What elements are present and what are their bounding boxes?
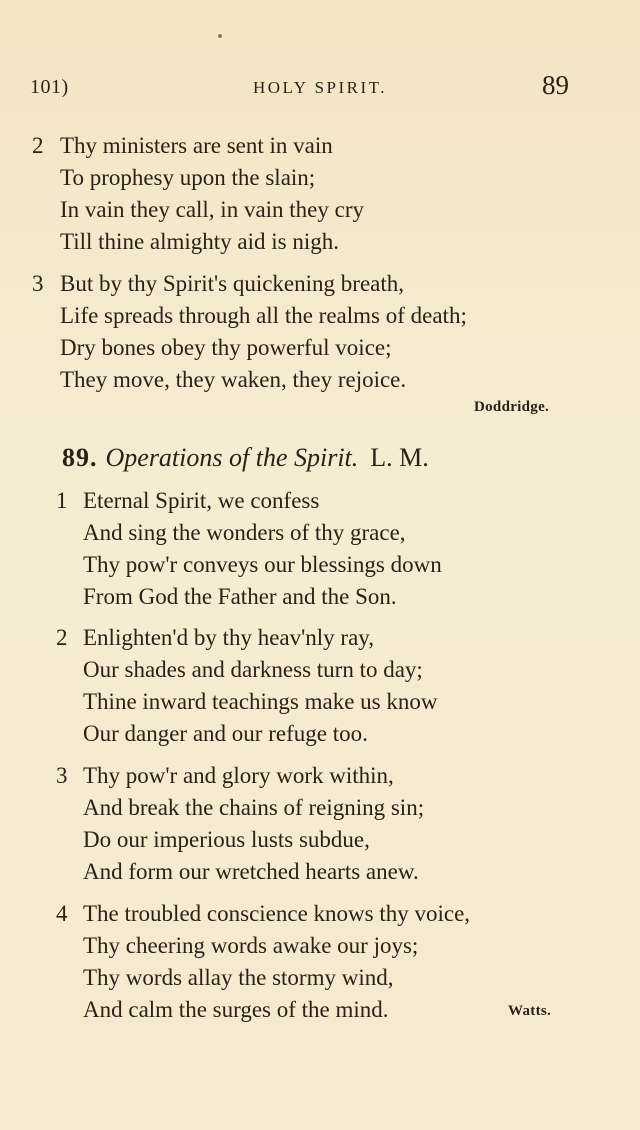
verse-line: Do our imperious lusts subdue, [83,827,370,852]
verse-line: Eternal Spirit, we confess [83,488,320,513]
verse-line: And break the chains of reigning sin; [83,795,425,820]
verse-line: From God the Father and the Son. [83,584,397,609]
verse-line: Life spreads through all the realms of death; [60,303,467,328]
verse-line: The troubled conscience knows thy voice, [83,901,471,926]
header-hymn-range: 101) [30,76,69,98]
stanza-number: 2 [56,625,68,650]
hymn-heading [62,443,429,473]
verse-line: Enlighten'd by thy heav'nly ray, [83,625,375,650]
verse-line: Thy cheering words awake our joys; [83,933,419,958]
author-attribution: Watts. [508,1003,552,1019]
verse-line: And calm the surges of the mind. [83,997,389,1022]
verse-line: And sing the wonders of thy grace, [83,520,406,545]
stanza-number: 2 [32,133,44,158]
hymn-number: 89. [62,443,98,472]
verse-line: Thy pow'r and glory work within, [83,763,394,788]
verse-line: Dry bones obey thy powerful voice; [60,335,392,360]
author-attribution: Doddridge. [474,399,550,415]
verse-line: They move, they waken, they rejoice. [60,367,407,392]
hymn-meter: L. M. [370,443,429,472]
verse-line: Thy pow'r conveys our blessings down [83,552,442,577]
verse-line: Thy ministers are sent in vain [60,133,333,158]
stanza-number: 1 [56,488,68,513]
verse-line: Till thine almighty aid is nigh. [60,229,339,254]
verse-line: Our shades and darkness turn to day; [83,657,423,682]
running-head: HOLY SPIRIT. [252,78,388,97]
verse-line: And form our wretched hearts anew. [83,859,419,884]
verse-line: Thine inward teachings make us know [83,689,438,714]
verse-line: To prophesy upon the slain; [60,165,316,190]
verse-line: Our danger and our refuge too. [83,721,368,746]
verse-line: In vain they call, in vain they cry [60,197,365,222]
verse-line: But by thy Spirit's quickening breath, [60,271,405,296]
hymn-title: Operations of the Spirit. [105,443,359,472]
page-number: 89 [542,70,569,100]
stanza-number: 3 [32,271,44,296]
stanza-number: 3 [56,763,68,788]
page-speck [218,34,222,38]
verse-line: Thy words allay the stormy wind, [83,965,394,990]
stanza-number: 4 [56,901,68,926]
